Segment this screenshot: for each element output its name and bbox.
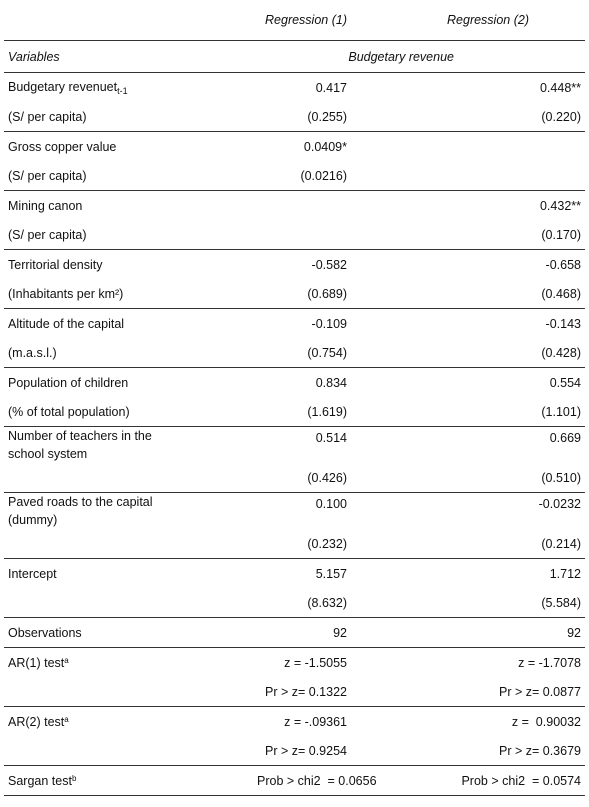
cell-r1: (8.632) <box>257 588 351 618</box>
row-label: Paved roads to the capital (dummy) <box>8 495 153 527</box>
dependent-variable-label: Budgetary revenue <box>257 41 585 73</box>
cell-r1 <box>257 191 351 221</box>
row-label: (Inhabitants per km²) <box>4 279 257 309</box>
cell-r2: (0.170) <box>351 220 585 250</box>
cell-r1: Prob > chi2 = 0.0656 <box>257 766 351 796</box>
row-label: Territorial density <box>8 257 103 272</box>
cell-r2: (0.468) <box>351 279 585 309</box>
row-label: AR(1) test$^a$ <box>8 655 69 670</box>
row-label: Sargan test$^b$ <box>4 766 257 796</box>
cell-r2: 0.669 <box>549 431 581 445</box>
table-row <box>4 463 585 493</box>
header-regression-1: Regression (1) <box>257 0 351 41</box>
table-row <box>4 161 585 191</box>
table-row <box>4 588 585 618</box>
cell-r2: 0.554 <box>549 375 581 390</box>
table-row <box>4 338 585 368</box>
row-label <box>4 736 257 766</box>
cell-r2: 92 <box>351 618 585 648</box>
cell-r2: -0.658 <box>545 257 581 272</box>
cell-r2: 0.432** <box>539 198 581 213</box>
row-label: (S/ per capita) <box>4 161 257 191</box>
row-label: Budgetary revenuet$_{t-1}$ <box>8 79 128 96</box>
table-row <box>4 529 585 559</box>
cell-r1: 0.514 <box>315 431 347 445</box>
row-label: Intercept <box>8 566 57 581</box>
cell-r1: (0.0216) <box>257 161 351 191</box>
header-empty-cell <box>4 0 257 41</box>
row-label: Population of children <box>8 375 129 390</box>
cell-r1: -0.582 <box>311 257 347 272</box>
table-row <box>4 766 585 796</box>
cell-r2: Pr > z= 0.3679 <box>351 736 585 766</box>
cell-r1: (0.689) <box>257 279 351 309</box>
cell-r1: (0.754) <box>257 338 351 368</box>
cell-r2: -0.0232 <box>538 497 581 511</box>
cell-r2: (5.584) <box>351 588 585 618</box>
cell-r1: Pr > z= 0.9254 <box>257 736 351 766</box>
row-label: Mining canon <box>8 198 83 213</box>
row-label: (S/ per capita) <box>4 102 257 132</box>
cell-r1: 0.834 <box>315 375 347 390</box>
cell-r1: (0.426) <box>257 463 351 493</box>
table-row <box>4 220 585 250</box>
cell-r2 <box>351 132 585 162</box>
table-row <box>4 397 585 427</box>
cell-r1: 0.0409* <box>303 139 347 154</box>
row-label <box>4 677 257 707</box>
row-label: Altitude of the capital <box>8 316 125 331</box>
row-label: AR(2) test$^a$ <box>8 714 69 729</box>
row-label: Gross copper value <box>8 139 117 154</box>
cell-r1: (1.619) <box>257 397 351 427</box>
table-row <box>4 707 585 737</box>
cell-r1: (0.232) <box>257 529 351 559</box>
cell-r1: 0.100 <box>315 497 347 511</box>
table-row <box>4 191 585 221</box>
row-label: Number of teachers in the school system <box>8 429 152 461</box>
row-label <box>4 463 257 493</box>
cell-r1: z = -.09361 <box>284 714 347 729</box>
row-label <box>4 529 257 559</box>
cell-r2 <box>351 161 585 191</box>
cell-r2: 0.448** <box>539 80 581 95</box>
cell-r1: -0.109 <box>311 316 347 331</box>
cell-r2: z = 0.90032 <box>511 714 581 729</box>
cell-r1: 0.417 <box>315 80 347 95</box>
table-row <box>4 250 585 280</box>
cell-r2: Prob > chi2 = 0.0574 <box>351 766 585 796</box>
cell-r2: 1.712 <box>549 566 581 581</box>
cell-r2: -0.143 <box>545 316 581 331</box>
cell-r1: 92 <box>257 618 351 648</box>
cell-r2: (0.428) <box>351 338 585 368</box>
table-row <box>4 309 585 339</box>
cell-r2: z = -1.7078 <box>518 655 581 670</box>
table-header-row <box>4 0 585 41</box>
table-row <box>4 368 585 398</box>
header-regression-2: Regression (2) <box>351 0 585 41</box>
cell-r1: Pr > z= 0.1322 <box>257 677 351 707</box>
row-label <box>4 588 257 618</box>
cell-r2: Pr > z= 0.0877 <box>351 677 585 707</box>
regression-table <box>4 0 585 796</box>
table-row <box>4 132 585 162</box>
cell-r2: (0.510) <box>351 463 585 493</box>
table-row <box>4 279 585 309</box>
row-label: (m.a.s.l.) <box>4 338 257 368</box>
table-row <box>4 73 585 103</box>
cell-r1: z = -1.5055 <box>284 655 347 670</box>
cell-r1: 5.157 <box>315 566 347 581</box>
row-label: Observations <box>4 618 257 648</box>
cell-r1: (0.255) <box>257 102 351 132</box>
table-row <box>4 736 585 766</box>
table-row <box>4 102 585 132</box>
cell-r2: (1.101) <box>351 397 585 427</box>
variables-header-row <box>4 41 585 73</box>
table-row <box>4 677 585 707</box>
table-row <box>4 493 585 530</box>
table-row <box>4 618 585 648</box>
table-row <box>4 648 585 678</box>
table-row <box>4 559 585 589</box>
cell-r1 <box>257 220 351 250</box>
cell-r2: (0.220) <box>351 102 585 132</box>
table-row <box>4 427 585 464</box>
row-label: (% of total population) <box>4 397 257 427</box>
row-label: (S/ per capita) <box>4 220 257 250</box>
cell-r2: (0.214) <box>351 529 585 559</box>
variables-label: Variables <box>4 41 257 73</box>
